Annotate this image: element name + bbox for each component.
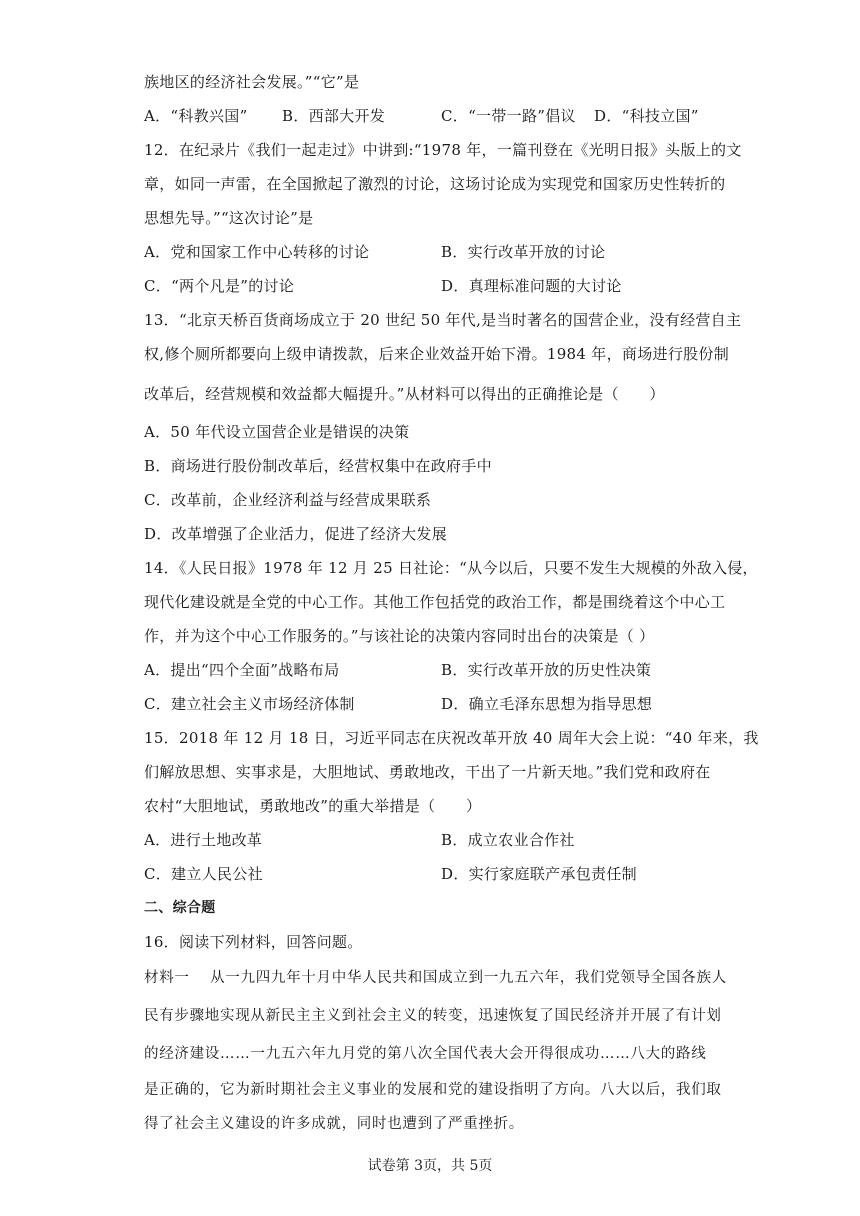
- q13-stem-line: 13．“北京天桥百货商场成立于 20 世纪 50 年代,是当时著名的国营企业，没有经营自主: [144, 311, 742, 329]
- q14-stem-line: 现代化建设就是全党的中心工作。其他工作包括党的政治工作，都是围绕着这个中心工: [144, 593, 726, 611]
- q15-option-d: D．实行家庭联产承包责任制: [441, 865, 637, 883]
- q16-stem: 16．阅读下列材料，回答问题。: [144, 933, 363, 951]
- q12-option-a: A．党和国家工作中心转移的讨论: [144, 243, 370, 261]
- q13-option-c: C．改革前，企业经济利益与经营成果联系: [144, 491, 432, 509]
- material-line: 材料一 从一九四九年十月中华人民共和国成立到一九五六年，我们党领导全国各族人: [144, 970, 727, 986]
- q14-option-d: D．确立毛泽东思想为指导思想: [441, 695, 653, 713]
- q15-stem-line: 15．2018 年 12 月 18 日，习近平同志在庆祝改革开放 40 周年大会上说：“40 年来，我: [144, 729, 759, 747]
- q11-option-c: C．“一带一路”倡议: [441, 107, 576, 125]
- q12-stem-line: 章，如同一声雷，在全国掀起了激烈的讨论，这场讨论成为实现党和国家历史性转折的: [144, 175, 726, 193]
- q15-stem-line: 农村“大胆地试，勇敢地改”的重大举措是（ ）: [144, 797, 482, 815]
- q12-stem-line: 思想先导。”“这次讨论”是: [144, 209, 314, 227]
- q11-option-b: B．西部大开发: [282, 107, 386, 125]
- section-title: 二、综合题: [144, 900, 216, 916]
- q13-option-b: B．商场进行股份制改革后，经营权集中在政府手中: [144, 457, 492, 475]
- q14-stem-line: 14．《人民日报》1978 年 12 月 25 日社论：“从今以后，只要不发生大规模的外敌入侵，: [144, 559, 758, 577]
- material-line: 是正确的，它为新时期社会主义事业的发展和党的建设指明了方向。八大以后，我们取: [144, 1082, 722, 1098]
- material-line: 的经济建设……一九五六年九月党的第八次全国代表大会开得很成功……八大的路线: [144, 1046, 707, 1062]
- q15-option-c: C．建立人民公社: [144, 865, 263, 883]
- q14-stem-line: 作，并为这个中心工作服务的。”与该社论的决策内容同时出台的决策是（ ）: [144, 627, 655, 645]
- q13-option-d: D．改革增强了企业活力，促进了经济大发展: [144, 525, 448, 543]
- q11-option-d: D．“科技立国”: [594, 107, 699, 125]
- material-line: 得了社会主义建设的许多成就，同时也遭到了严重挫折。: [144, 1116, 524, 1132]
- material-line: 民有步骤地实现从新民主主义到社会主义的转变，迅速恢复了国民经济并开展了有计划: [144, 1008, 722, 1024]
- q13-stem-line: 权,修个厕所都要向上级申请拨款，后来企业效益开始下滑。1984 年，商场进行股份制: [144, 345, 730, 363]
- q15-option-b: B．成立农业合作社: [441, 831, 575, 849]
- q11-stem-tail: 族地区的经济社会发展。”“它”是: [144, 73, 360, 91]
- q14-option-b: B．实行改革开放的历史性决策: [441, 661, 652, 679]
- q13-option-a: A．50 年代设立国营企业是错误的决策: [144, 423, 410, 441]
- page-footer: 试卷第 3页，共 5页: [367, 1158, 493, 1174]
- q11-option-a: A．“科教兴国”: [144, 107, 248, 125]
- q12-stem-line: 12．在纪录片《我们一起走过》中讲到:“1978 年，一篇刊登在《光明日报》头版上的文: [144, 141, 742, 159]
- q12-option-b: B．实行改革开放的讨论: [441, 243, 606, 261]
- q14-option-c: C．建立社会主义市场经济体制: [144, 695, 355, 713]
- q12-option-c: C．“两个凡是”的讨论: [144, 277, 295, 295]
- q14-option-a: A．提出“四个全面”战略布局: [144, 661, 340, 679]
- q15-stem-line: 们解放思想、实事求是，大胆地试、勇敢地改，干出了一片新天地。”我们党和政府在: [144, 763, 711, 781]
- q15-option-a: A．进行土地改革: [144, 831, 263, 849]
- q12-option-d: D．真理标准问题的大讨论: [441, 277, 622, 295]
- q13-stem-line: 改革后，经营规模和效益都大幅提升。”从材料可以得出的正确推论是（ ）: [144, 385, 665, 403]
